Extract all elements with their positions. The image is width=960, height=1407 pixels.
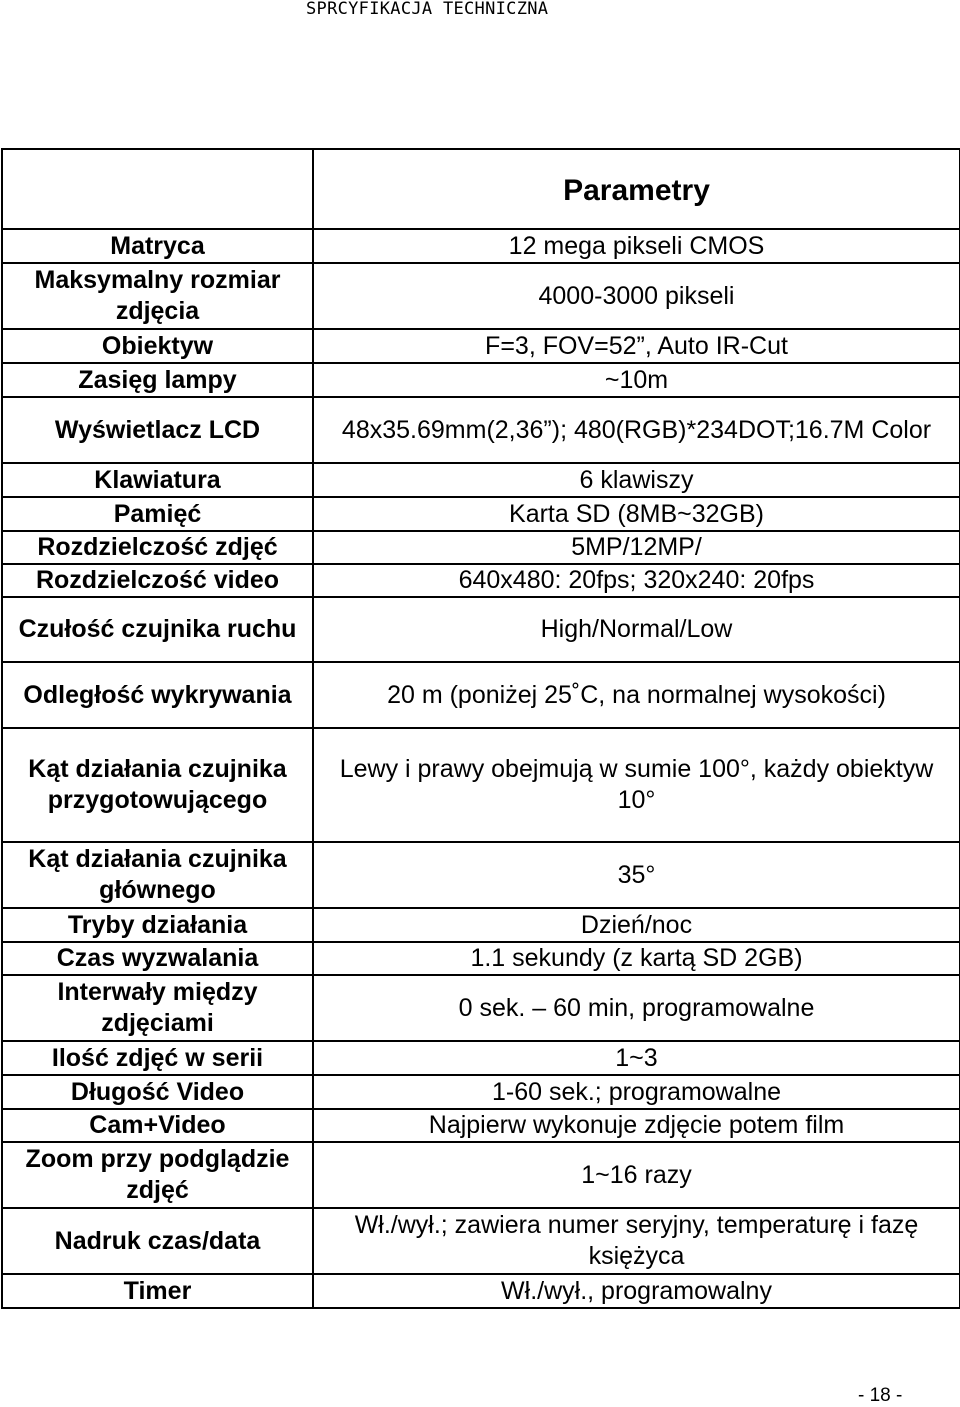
spec-label: Wyświetlacz LCD — [2, 397, 313, 463]
table-row — [2, 975, 960, 1041]
spec-label: Maksymalny rozmiar zdjęcia — [2, 263, 313, 329]
table-row — [2, 1041, 960, 1075]
spec-value: 5MP/12MP/ — [313, 531, 960, 564]
spec-label: Klawiatura — [2, 463, 313, 497]
table-row — [2, 1109, 960, 1142]
spec-label: Matryca — [2, 229, 313, 263]
table-row — [2, 1274, 960, 1308]
table-header-row — [2, 149, 960, 229]
spec-label: Kąt działania czujnika przygotowującego — [2, 728, 313, 842]
spec-value: 12 mega pikseli CMOS — [313, 229, 960, 263]
table-row — [2, 497, 960, 531]
spec-label: Tryby działania — [2, 908, 313, 942]
table-row — [2, 263, 960, 329]
table-row — [2, 564, 960, 597]
table-row — [2, 1208, 960, 1274]
spec-label: Rozdzielczość zdjęć — [2, 531, 313, 564]
table-row — [2, 363, 960, 397]
spec-label: Kąt działania czujnika głównego — [2, 842, 313, 908]
table-row — [2, 397, 960, 463]
spec-label: Odległość wykrywania — [2, 662, 313, 728]
table-row — [2, 229, 960, 263]
spec-value: 35° — [313, 842, 960, 908]
spec-value: Wł./wył., programowalny — [313, 1274, 960, 1308]
table-row — [2, 463, 960, 497]
spec-value: 1~3 — [313, 1041, 960, 1075]
table-row — [2, 1075, 960, 1109]
spec-value: 1-60 sek.; programowalne — [313, 1075, 960, 1109]
spec-label: Ilość zdjęć w serii — [2, 1041, 313, 1075]
table-row — [2, 662, 960, 728]
spec-value: 20 m (poniżej 25˚C, na normalnej wysokości) — [313, 662, 960, 728]
table-row — [2, 908, 960, 942]
table-row — [2, 531, 960, 564]
spec-value: 1~16 razy — [313, 1142, 960, 1208]
spec-value: F=3, FOV=52”, Auto IR-Cut — [313, 329, 960, 363]
spec-value: Karta SD (8MB~32GB) — [313, 497, 960, 531]
spec-value: Wł./wył.; zawiera numer seryjny, temperaturę i fazę księżyca — [313, 1208, 960, 1274]
spec-value: Najpierw wykonuje zdjęcie potem film — [313, 1109, 960, 1142]
spec-label: Timer — [2, 1274, 313, 1308]
table-row — [2, 597, 960, 662]
spec-value: 48x35.69mm(2,36”); 480(RGB)*234DOT;16.7M Color — [313, 397, 960, 463]
column-header-parametry: Parametry — [313, 149, 960, 229]
spec-label: Czułość czujnika ruchu — [2, 597, 313, 662]
spec-value: 1.1 sekundy (z kartą SD 2GB) — [313, 942, 960, 975]
table-row — [2, 1142, 960, 1208]
spec-label: Rozdzielczość video — [2, 564, 313, 597]
spec-value: 6 klawiszy — [313, 463, 960, 497]
spec-value: ~10m — [313, 363, 960, 397]
document-header: SPRCYFIKACJA TECHNICZNA — [306, 0, 549, 19]
spec-label: Zasięg lampy — [2, 363, 313, 397]
spec-value: 4000-3000 pikseli — [313, 263, 960, 329]
page-number: - 18 - — [858, 1385, 903, 1406]
column-header-label — [2, 149, 313, 229]
table-row — [2, 728, 960, 842]
spec-label: Czas wyzwalania — [2, 942, 313, 975]
spec-value: High/Normal/Low — [313, 597, 960, 662]
table-row — [2, 842, 960, 908]
spec-value: 0 sek. – 60 min, programowalne — [313, 975, 960, 1041]
spec-label: Interwały między zdjęciami — [2, 975, 313, 1041]
table-row — [2, 942, 960, 975]
spec-label: Zoom przy podglądzie zdjęć — [2, 1142, 313, 1208]
spec-label: Nadruk czas/data — [2, 1208, 313, 1274]
spec-label: Obiektyw — [2, 329, 313, 363]
specification-table — [1, 148, 960, 1309]
spec-value: 640x480: 20fps; 320x240: 20fps — [313, 564, 960, 597]
table-row — [2, 329, 960, 363]
spec-label: Cam+Video — [2, 1109, 313, 1142]
spec-value: Lewy i prawy obejmują w sumie 100°, każdy obiektyw 10° — [313, 728, 960, 842]
spec-label: Pamięć — [2, 497, 313, 531]
spec-label: Długość Video — [2, 1075, 313, 1109]
spec-value: Dzień/noc — [313, 908, 960, 942]
